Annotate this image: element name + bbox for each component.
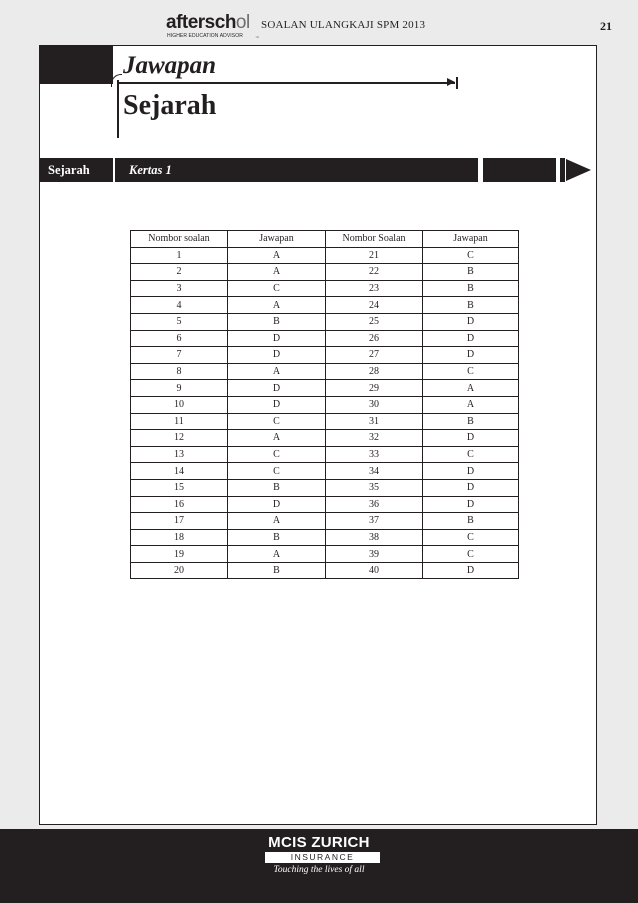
cell-question-no-2: 28	[326, 363, 423, 380]
cell-answer: C	[228, 413, 326, 430]
cell-answer: C	[228, 446, 326, 463]
band-divider	[113, 158, 115, 182]
table-row	[131, 546, 519, 563]
cell-answer: D	[228, 380, 326, 397]
cell-answer-2: A	[423, 380, 519, 397]
cell-answer: B	[228, 313, 326, 330]
col-header-answer-2: Jawapan	[423, 231, 519, 248]
table-row	[131, 280, 519, 297]
cell-question-no: 3	[131, 280, 228, 297]
table-row	[131, 479, 519, 496]
cell-question-no: 9	[131, 380, 228, 397]
cell-question-no-2: 23	[326, 280, 423, 297]
arrow-right-icon	[447, 78, 455, 86]
cell-answer: D	[228, 330, 326, 347]
cell-question-no-2: 35	[326, 479, 423, 496]
footer-tagline: Touching the lives of all	[273, 865, 365, 875]
cell-answer-2: D	[423, 313, 519, 330]
afterschool-logo	[166, 13, 258, 43]
table-row	[131, 513, 519, 530]
cell-answer-2: C	[423, 446, 519, 463]
cell-question-no-2: 31	[326, 413, 423, 430]
cell-answer-2: C	[423, 529, 519, 546]
cell-question-no: 19	[131, 546, 228, 563]
cell-answer-2: C	[423, 247, 519, 264]
cell-answer-2: D	[423, 347, 519, 364]
cell-answer-2: C	[423, 546, 519, 563]
cell-answer-2: D	[423, 430, 519, 447]
band-box	[483, 158, 556, 182]
cell-question-no: 1	[131, 247, 228, 264]
col-header-question-no-2: Nombor Soalan	[326, 231, 423, 248]
logo-wordmark: afterschol	[166, 12, 250, 33]
cell-answer-2: D	[423, 463, 519, 480]
subject-title: Sejarah	[123, 90, 217, 121]
cell-question-no-2: 22	[326, 264, 423, 281]
band-subject: Sejarah	[48, 163, 90, 177]
cell-question-no: 10	[131, 396, 228, 413]
header-title: SOALAN ULANGKAJI SPM 2013	[261, 19, 426, 31]
table-row	[131, 496, 519, 513]
table-row	[131, 463, 519, 480]
cell-question-no-2: 33	[326, 446, 423, 463]
cell-question-no: 20	[131, 562, 228, 579]
decor-block	[39, 45, 113, 84]
page-number: 21	[600, 19, 612, 33]
cell-answer-2: B	[423, 280, 519, 297]
table-row	[131, 330, 519, 347]
cell-question-no: 15	[131, 479, 228, 496]
table-row	[131, 529, 519, 546]
logo-tagline: HIGHER EDUCATION ADVISOR	[167, 33, 243, 39]
cell-answer: C	[228, 463, 326, 480]
cell-answer: B	[228, 479, 326, 496]
col-header-question-no: Nombor soalan	[131, 231, 228, 248]
cell-answer: C	[228, 280, 326, 297]
cell-question-no-2: 39	[326, 546, 423, 563]
cell-question-no-2: 34	[326, 463, 423, 480]
cell-question-no: 12	[131, 430, 228, 447]
cell-question-no-2: 40	[326, 562, 423, 579]
band-paper: Kertas 1	[129, 163, 172, 177]
footer-sub: INSURANCE	[290, 852, 355, 862]
cell-question-no-2: 30	[326, 396, 423, 413]
cell-question-no-2: 21	[326, 247, 423, 264]
logo-trademark: ™	[255, 35, 259, 40]
cell-answer: A	[228, 546, 326, 563]
cell-answer: A	[228, 363, 326, 380]
play-triangle-icon	[566, 159, 591, 181]
cell-answer-2: D	[423, 496, 519, 513]
cell-answer-2: A	[423, 396, 519, 413]
cell-answer: B	[228, 562, 326, 579]
table-row	[131, 247, 519, 264]
cell-answer-2: D	[423, 479, 519, 496]
cell-answer-2: D	[423, 562, 519, 579]
table-row	[131, 347, 519, 364]
table-row	[131, 264, 519, 281]
cell-answer-2: B	[423, 513, 519, 530]
answer-table	[130, 230, 519, 579]
cell-answer: D	[228, 347, 326, 364]
cell-answer: B	[228, 529, 326, 546]
cell-answer-2: B	[423, 413, 519, 430]
table-row	[131, 446, 519, 463]
table-row	[131, 363, 519, 380]
cell-answer-2: B	[423, 297, 519, 314]
cell-answer: A	[228, 247, 326, 264]
arrow-end-bar	[456, 77, 458, 89]
table-row	[131, 297, 519, 314]
cell-question-no: 7	[131, 347, 228, 364]
table-row	[131, 396, 519, 413]
table-row	[131, 430, 519, 447]
cell-question-no-2: 29	[326, 380, 423, 397]
table-row	[131, 380, 519, 397]
cell-question-no: 2	[131, 264, 228, 281]
subject-band	[39, 158, 478, 182]
cell-answer-2: C	[423, 363, 519, 380]
cell-question-no-2: 26	[326, 330, 423, 347]
cell-answer: A	[228, 430, 326, 447]
cell-question-no: 13	[131, 446, 228, 463]
cell-question-no: 5	[131, 313, 228, 330]
decor-vertical-line	[117, 80, 119, 138]
cell-question-no: 16	[131, 496, 228, 513]
cell-question-no: 8	[131, 363, 228, 380]
cell-question-no-2: 24	[326, 297, 423, 314]
cell-answer: D	[228, 396, 326, 413]
cell-question-no-2: 38	[326, 529, 423, 546]
col-header-answer: Jawapan	[228, 231, 326, 248]
cell-answer: A	[228, 264, 326, 281]
table-row	[131, 313, 519, 330]
footer-brand: MCIS ZURICH	[268, 834, 370, 851]
table-row	[131, 413, 519, 430]
cell-question-no: 4	[131, 297, 228, 314]
cell-question-no-2: 32	[326, 430, 423, 447]
cell-answer: A	[228, 297, 326, 314]
cell-answer-2: B	[423, 264, 519, 281]
cell-question-no-2: 37	[326, 513, 423, 530]
decor-horizontal-line	[117, 82, 455, 84]
band-stripe	[560, 158, 565, 182]
cell-question-no: 14	[131, 463, 228, 480]
cell-answer: D	[228, 496, 326, 513]
section-heading: Jawapan	[123, 52, 217, 79]
cell-answer-2: D	[423, 330, 519, 347]
cell-question-no: 18	[131, 529, 228, 546]
cell-question-no: 11	[131, 413, 228, 430]
cell-question-no-2: 27	[326, 347, 423, 364]
cell-question-no: 17	[131, 513, 228, 530]
cell-question-no: 6	[131, 330, 228, 347]
page-header	[0, 0, 638, 45]
cell-question-no-2: 25	[326, 313, 423, 330]
table-row	[131, 562, 519, 579]
cell-question-no-2: 36	[326, 496, 423, 513]
table-header-row	[131, 231, 519, 248]
cell-answer: A	[228, 513, 326, 530]
